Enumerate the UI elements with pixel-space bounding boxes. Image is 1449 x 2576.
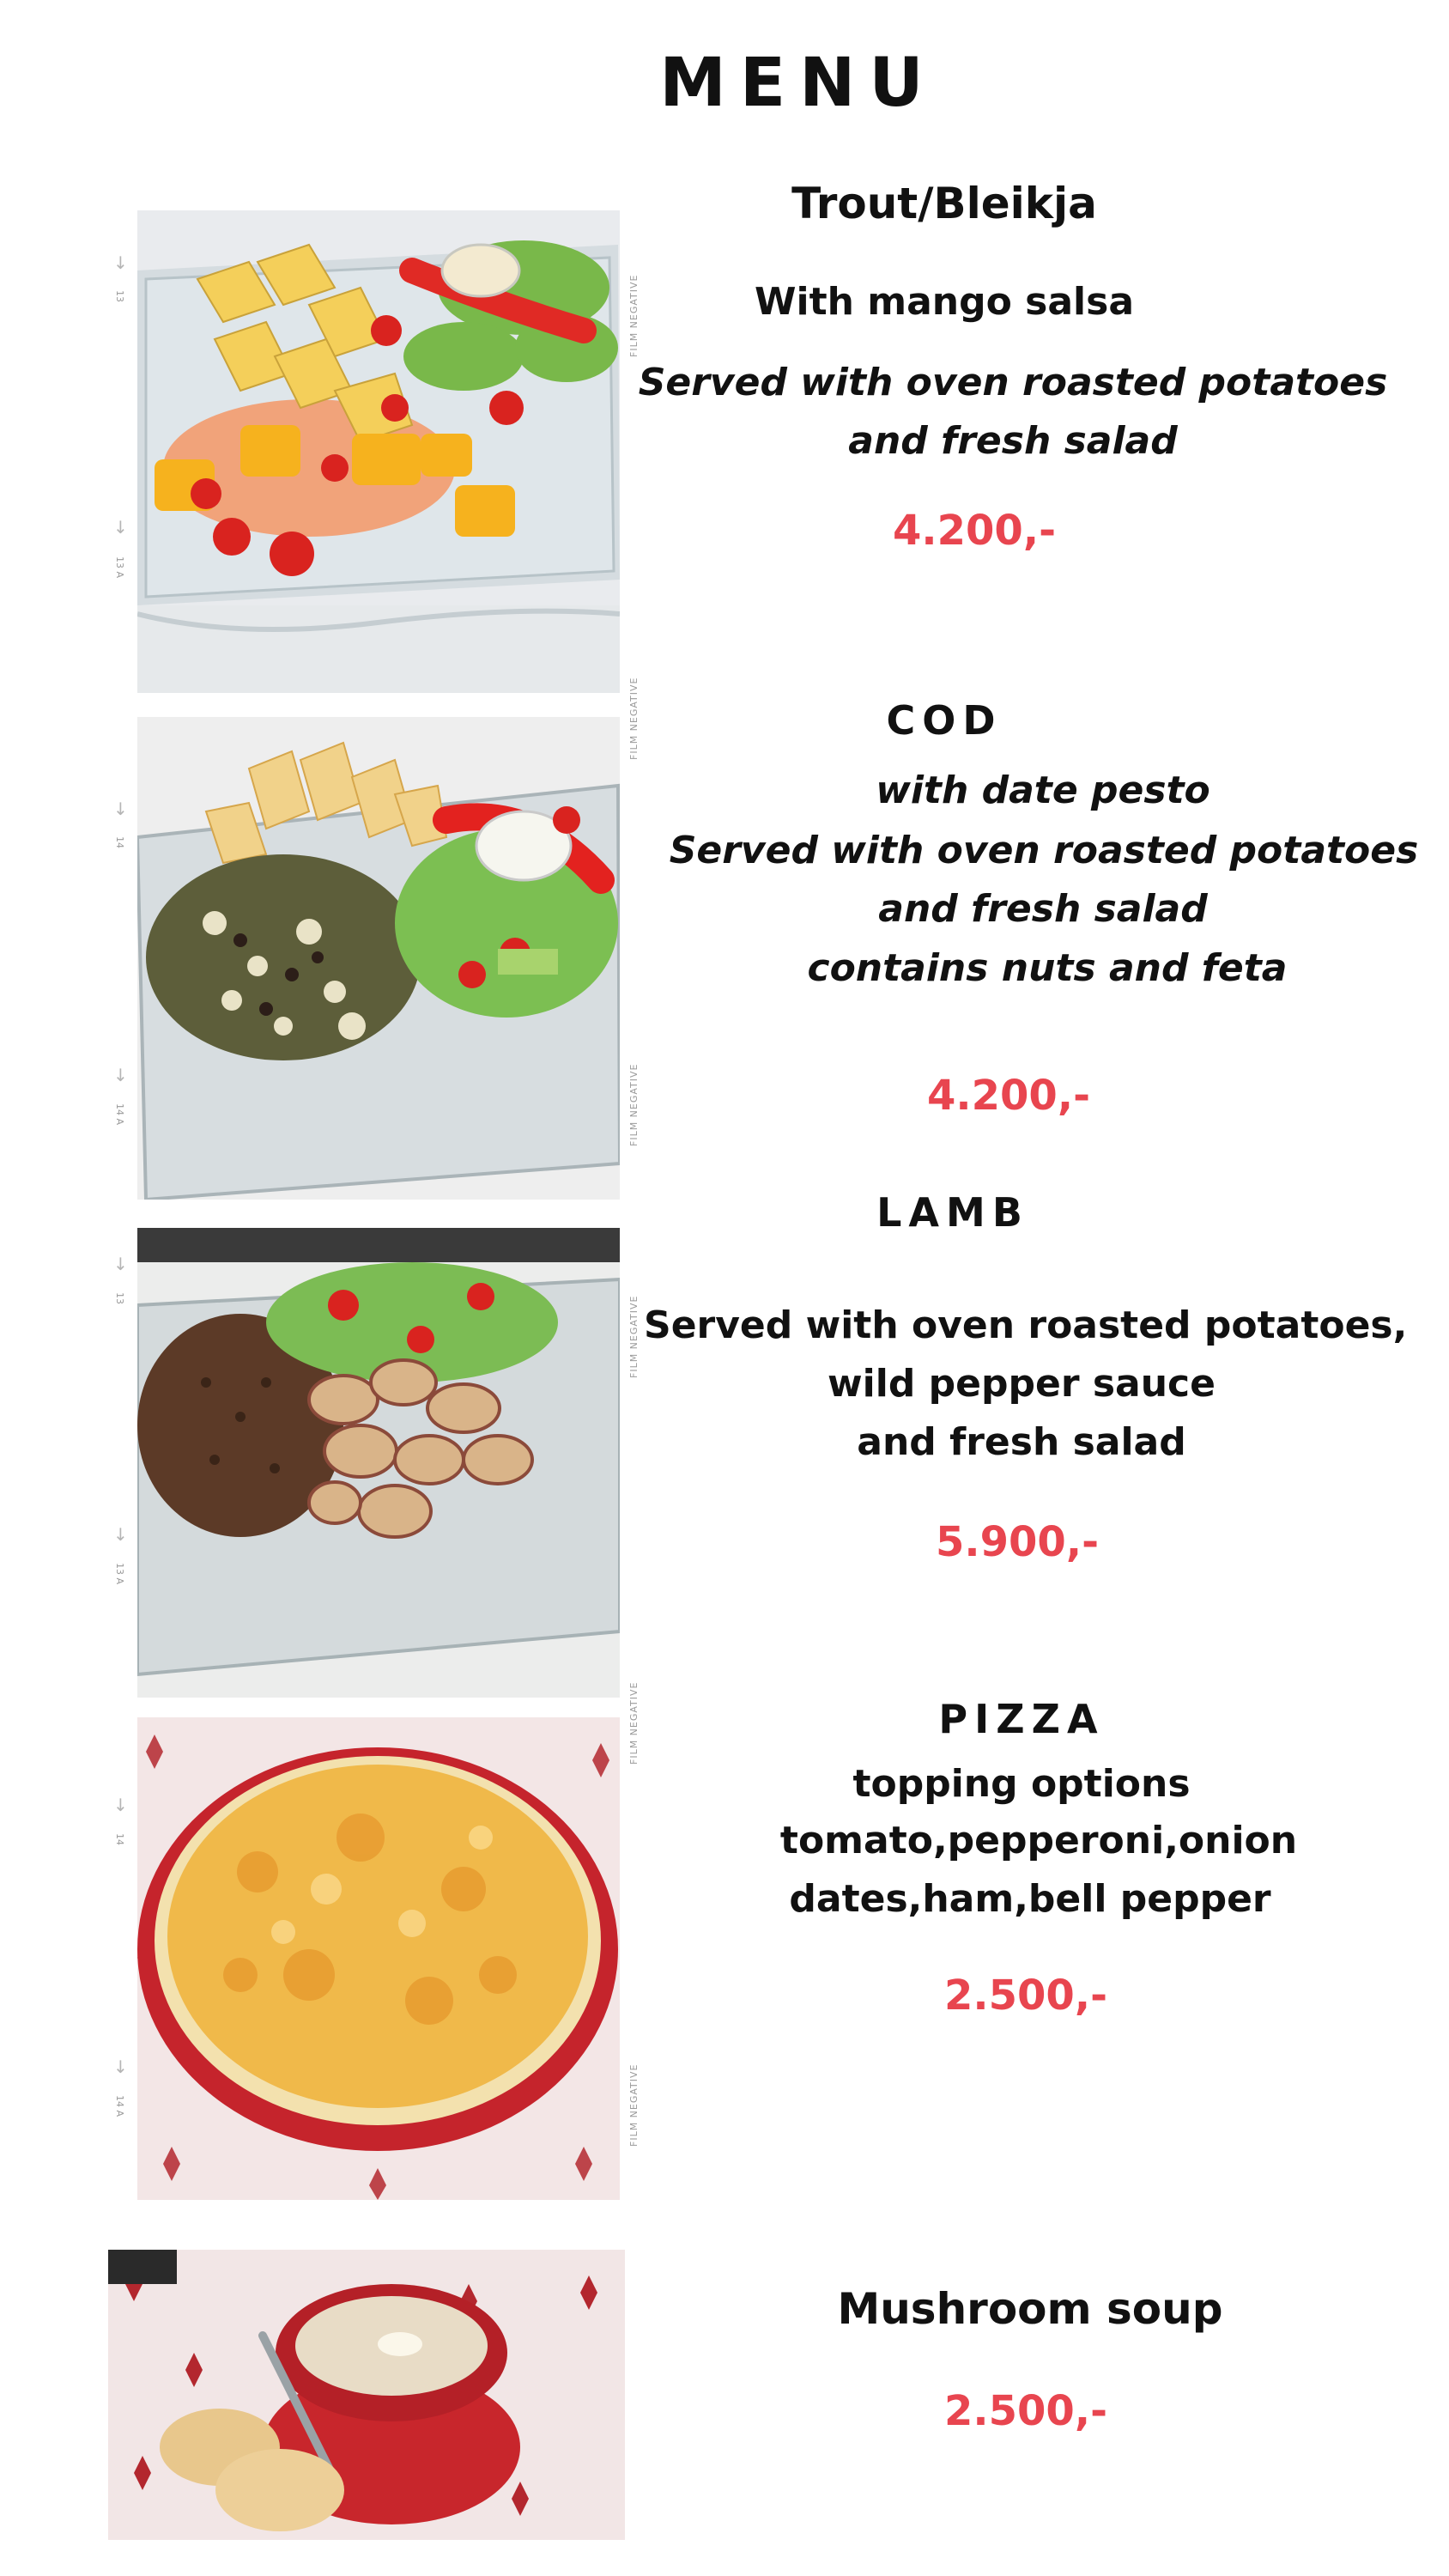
- dish-description-line: With mango salsa: [754, 280, 1135, 324]
- film-arrow-icon: ↓: [113, 799, 128, 819]
- film-negative-label: FILM NEGATIVE: [628, 1063, 640, 1146]
- dish-name: PIZZA: [938, 1696, 1105, 1742]
- dish-price: 2.500,-: [944, 1971, 1107, 2020]
- film-arrow-icon: ↓: [113, 1065, 128, 1085]
- dish-description-line: Served with oven roasted potatoes: [669, 829, 1419, 872]
- film-arrow-icon: ↓: [113, 1524, 128, 1545]
- film-arrow-icon: ↓: [113, 252, 128, 273]
- dish-name: Trout/Bleikja: [791, 179, 1097, 228]
- film-negative-label: FILM NEGATIVE: [628, 1295, 640, 1378]
- film-number: 13 A: [114, 1563, 125, 1585]
- film-number: 14 A: [114, 1103, 125, 1126]
- pizza-photo: [137, 1717, 620, 2200]
- dish-description-line: contains nuts and feta: [807, 946, 1288, 990]
- dish-description-line: dates,ham,bell pepper: [789, 1877, 1271, 1921]
- dish-description-line: and fresh salad: [878, 887, 1208, 931]
- film-number: 14: [114, 836, 125, 848]
- dish-name: Mushroom soup: [837, 2284, 1223, 2334]
- dish-description-line: topping options: [852, 1762, 1191, 1806]
- film-number: 14 A: [114, 2095, 125, 2117]
- dish-description-line: and fresh salad: [857, 1420, 1186, 1464]
- film-number: 13 A: [114, 556, 125, 579]
- soup-photo: [108, 2250, 625, 2540]
- cod-photo: [137, 717, 620, 1200]
- dish-name: LAMB: [876, 1189, 1029, 1236]
- film-negative-label: FILM NEGATIVE: [628, 677, 640, 760]
- menu-title: MENU: [659, 45, 937, 122]
- lamb-photo: [137, 1228, 620, 1698]
- film-number: 14: [114, 1833, 125, 1845]
- dish-description-line: Served with oven roasted potatoes: [638, 361, 1388, 404]
- dish-name: COD: [886, 697, 1003, 744]
- film-arrow-icon: ↓: [113, 1795, 128, 1815]
- film-negative-label: FILM NEGATIVE: [628, 2063, 640, 2147]
- dish-description-line: and fresh salad: [848, 419, 1178, 463]
- trout-photo: [137, 210, 620, 693]
- dish-price: 4.200,-: [893, 507, 1056, 555]
- dish-description-line: wild pepper sauce: [828, 1362, 1216, 1406]
- film-arrow-icon: ↓: [113, 517, 128, 538]
- film-arrow-icon: ↓: [113, 1254, 128, 1274]
- film-number: 13: [114, 1292, 125, 1304]
- film-number: 13: [114, 290, 125, 302]
- film-arrow-icon: ↓: [113, 2057, 128, 2077]
- dish-description-line: with date pesto: [876, 769, 1210, 812]
- dish-price: 5.900,-: [936, 1518, 1099, 1566]
- dish-price: 4.200,-: [927, 1072, 1090, 1120]
- dish-description-line: tomato,pepperoni,onion: [779, 1819, 1298, 1862]
- dish-description-line: Served with oven roasted potatoes,: [644, 1303, 1408, 1347]
- film-negative-label: FILM NEGATIVE: [628, 1681, 640, 1765]
- film-negative-label: FILM NEGATIVE: [628, 274, 640, 357]
- dish-price: 2.500,-: [944, 2387, 1107, 2435]
